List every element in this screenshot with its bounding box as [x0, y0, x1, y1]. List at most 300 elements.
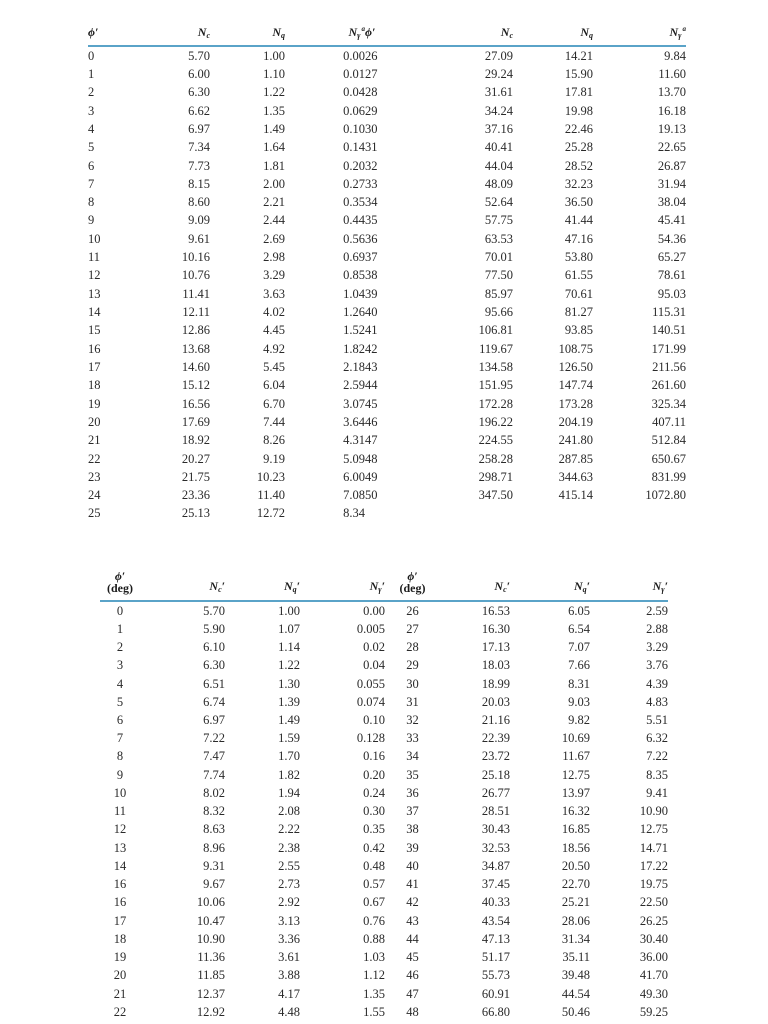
cell-nq: 3.88	[278, 968, 300, 983]
cell-phi: 19	[113, 950, 127, 965]
cell-phi: 35	[406, 767, 419, 782]
cell-nq: 1.82	[278, 767, 300, 782]
cell-phi: 38	[406, 822, 419, 837]
cell-ngamma: 211.56	[652, 359, 686, 374]
cell-phi: 30	[365, 121, 378, 136]
cell-nc: 70.01	[484, 250, 513, 265]
cell-phi: 0	[116, 603, 124, 618]
cell-nq	[513, 505, 593, 523]
cell-phi: 31	[406, 694, 419, 709]
cell-nc: 20.27	[181, 451, 210, 466]
cell-nc: 6.10	[203, 640, 225, 655]
cell-nc: 224.55	[478, 433, 513, 448]
table-row	[88, 505, 686, 523]
cell-phi: 5	[116, 694, 124, 709]
header-nq-2: $N_q$	[513, 10, 593, 46]
cell-nq: 1.64	[263, 140, 285, 155]
cell-nq: 3.63	[263, 286, 285, 301]
cell-nq: 2.44	[263, 213, 285, 228]
cell-ngamma: 59.25	[639, 1004, 668, 1019]
table-row	[88, 230, 686, 248]
table-row	[100, 894, 668, 912]
cell-nc: 30.43	[481, 822, 510, 837]
cell-nc: 6.97	[188, 121, 210, 136]
cell-nq: 25.21	[561, 895, 590, 910]
cell-ngamma: 0.01	[343, 66, 365, 81]
cell-nq: 36.50	[564, 195, 593, 210]
cell-nc	[415, 505, 513, 523]
cell-ngamma: 1.26	[343, 305, 365, 320]
cell-nq: 6.70	[263, 396, 285, 411]
cell-nq: 22.46	[564, 121, 593, 136]
cell-nc: 60.91	[481, 986, 510, 1001]
cell-phi: 29	[406, 658, 419, 673]
cell-nc: 11.36	[197, 950, 225, 965]
cell-nq: 11.67	[562, 749, 590, 764]
cell-phi: 5	[88, 140, 95, 155]
cell-phi: 2	[88, 85, 95, 100]
cell-nc: 172.28	[478, 396, 513, 411]
header-row	[88, 10, 686, 46]
cell-phi: 23	[88, 469, 101, 484]
cell-nc: 8.60	[188, 195, 210, 210]
cell-nc: 95.66	[484, 305, 513, 320]
cell-nq: 12.75	[561, 767, 590, 782]
cell-nq: 1.00	[263, 48, 285, 63]
cell-ngamma: 6.32	[646, 731, 668, 746]
cell-phi: 27	[365, 66, 378, 81]
cell-ngamma: 2.88	[646, 621, 668, 636]
cell-phi: 21	[88, 433, 101, 448]
cell-phi: 14	[88, 305, 101, 320]
cell-ngamma: 0.85	[343, 268, 365, 283]
cell-phi: 25	[88, 506, 101, 521]
cell-nq: 19.98	[564, 103, 593, 118]
cell-nc: 6.97	[203, 713, 225, 728]
cell-ngamma: 38.04	[657, 195, 686, 210]
cell-nc: 29.24	[484, 66, 513, 81]
cell-phi: 22	[88, 451, 101, 466]
cell-nc: 15.12	[181, 378, 210, 393]
cell-ngamma: 95.03	[657, 286, 686, 301]
table-row	[88, 303, 686, 321]
cell-ngamma: 0.67	[363, 895, 385, 910]
table-row	[100, 766, 668, 784]
cell-ngamma: 407.11	[652, 414, 686, 429]
cell-ngamma: 14.71	[639, 840, 668, 855]
cell-nc: 44.04	[484, 158, 513, 173]
cell-phi: 46	[406, 968, 419, 983]
cell-nc: 6.30	[188, 85, 210, 100]
table-row	[100, 657, 668, 675]
cell-nc: 8.02	[203, 785, 225, 800]
cell-ngamma	[593, 505, 686, 523]
cell-ngamma: 140.51	[651, 323, 686, 338]
table-row	[88, 340, 686, 358]
cell-nc: 10.06	[196, 895, 225, 910]
cell-phi: 33	[365, 176, 378, 191]
table-row	[100, 948, 668, 966]
cell-nc: 37.45	[481, 877, 510, 892]
cell-nq: 2.55	[278, 858, 300, 873]
cell-nc: 47.13	[481, 931, 510, 946]
cell-nq: 28.52	[564, 158, 593, 173]
cell-ngamma: 22.50	[639, 895, 668, 910]
cell-ngamma: 325.34	[651, 396, 686, 411]
cell-phi: 24	[88, 488, 101, 503]
header-nq: $N_q$	[210, 10, 285, 46]
cell-ngamma: 0.06	[343, 103, 365, 118]
cell-nq: 4.02	[263, 305, 285, 320]
cell-ngamma: 1.03	[363, 950, 385, 965]
table-row	[88, 358, 686, 376]
cell-ngamma: 5.51	[646, 713, 668, 728]
cell-nq: 8.31	[568, 676, 590, 691]
table-row	[100, 711, 668, 729]
cell-nq: 2.98	[263, 250, 285, 265]
cell-phi: 11	[113, 804, 127, 819]
cell-phi: 49	[365, 469, 378, 484]
cell-phi: 28	[365, 85, 378, 100]
cell-phi: 26	[365, 48, 378, 63]
table-row	[100, 930, 668, 948]
cell-ngamma: 26.25	[639, 913, 668, 928]
cell-phi: 39	[365, 286, 378, 301]
cell-nc: 16.53	[481, 603, 510, 618]
cell-nq: 1.81	[263, 158, 285, 173]
cell-phi: 42	[406, 895, 419, 910]
header-phi-deg-2: ϕ′ (deg)	[385, 560, 440, 601]
cell-phi: 4	[116, 676, 124, 691]
cell-nq: 7.66	[568, 658, 590, 673]
cell-ngamma: 8.34	[343, 506, 365, 521]
table-row	[100, 1003, 668, 1021]
cell-nq: 6.04	[263, 378, 285, 393]
table-row	[88, 432, 686, 450]
cell-ngamma: 0.56	[343, 231, 365, 246]
cell-ngamma: 0.88	[363, 931, 385, 946]
table-row	[88, 450, 686, 468]
cell-nq: 81.27	[564, 305, 593, 320]
cell-phi: 38	[365, 268, 378, 283]
cell-nq: 3.61	[278, 950, 300, 965]
cell-nq: 3.13	[278, 913, 300, 928]
table-row	[100, 784, 668, 802]
cell-nq: 1.22	[278, 658, 300, 673]
cell-nq: 6.54	[568, 621, 590, 636]
table-row	[88, 377, 686, 395]
cell-nq: 44.54	[561, 986, 590, 1001]
cell-ngamma: 3.07	[343, 396, 365, 411]
cell-nq: 39.48	[561, 968, 590, 983]
cell-nc: 32.53	[481, 840, 510, 855]
cell-phi: 29	[365, 103, 378, 118]
cell-nc: 52.64	[484, 195, 513, 210]
cell-phi: 37	[406, 804, 419, 819]
cell-ngamma: 3.76	[646, 658, 668, 673]
cell-nq: 25.28	[564, 140, 593, 155]
cell-phi: 41	[406, 877, 419, 892]
cell-nq: 16.85	[561, 822, 590, 837]
cell-nq: 1.70	[278, 749, 300, 764]
cell-phi	[365, 505, 415, 523]
cell-nc: 57.75	[484, 213, 513, 228]
cell-nc: 9.67	[203, 877, 225, 892]
cell-nq: 6.05	[568, 603, 590, 618]
cell-phi: 12	[113, 822, 127, 837]
cell-phi: 34	[406, 749, 419, 764]
cell-ngamma: 0.35	[343, 195, 365, 210]
cell-phi: 3	[88, 103, 95, 118]
cell-nq: 61.55	[564, 268, 593, 283]
table-row	[88, 468, 686, 486]
cell-ngamma: 36.00	[639, 950, 668, 965]
cell-nq: 1.14	[278, 640, 300, 655]
table-row	[100, 839, 668, 857]
cell-ngamma: 0.10	[343, 121, 365, 136]
cell-phi: 13	[113, 840, 127, 855]
header-nc-prime: $N_c'$	[140, 560, 225, 601]
cell-nc: 196.22	[478, 414, 513, 429]
cell-nc: 6.30	[203, 658, 225, 673]
cell-nq: 17.81	[564, 85, 593, 100]
cell-ngamma: 0.57	[363, 877, 385, 892]
cell-nc: 12.37	[196, 986, 225, 1001]
cell-nq: 70.61	[564, 286, 593, 301]
cell-ngamma: 0.00	[363, 603, 385, 618]
cell-ngamma: 1.52	[343, 323, 365, 338]
cell-phi: 22	[113, 1004, 127, 1019]
cell-phi: 3	[116, 658, 124, 673]
cell-nc: 119.67	[479, 341, 513, 356]
header-phi-deg: ϕ′ (deg)	[100, 560, 140, 601]
cell-nc: 40.41	[484, 140, 513, 155]
table-row	[100, 601, 668, 620]
cell-nc: 14.60	[181, 359, 210, 374]
cell-phi: 1	[116, 621, 124, 636]
table-row	[88, 65, 686, 83]
cell-phi: 32	[406, 713, 419, 728]
cell-phi: 1	[88, 66, 95, 81]
cell-nc: 26.77	[481, 785, 510, 800]
cell-nc: 40.33	[481, 895, 510, 910]
cell-nc: 28.51	[481, 804, 510, 819]
header-nc-2: $N_c$	[415, 10, 513, 46]
cell-nc: 51.17	[481, 950, 510, 965]
cell-ngamma: 4.83	[646, 694, 668, 709]
cell-ngamma: 650.67	[651, 451, 686, 466]
table-row	[88, 413, 686, 431]
cell-nc: 258.28	[478, 451, 513, 466]
cell-phi: 36	[406, 785, 419, 800]
cell-ngamma: 0.20	[363, 767, 385, 782]
cell-phi: 27	[406, 621, 419, 636]
table-row	[88, 175, 686, 193]
cell-nc: 10.90	[196, 931, 225, 946]
cell-phi: 9	[88, 213, 95, 228]
cell-phi: 32	[365, 158, 378, 173]
cell-nc: 6.00	[188, 66, 210, 81]
cell-phi: 20	[113, 968, 127, 983]
cell-nq: 9.03	[568, 694, 590, 709]
table-row	[88, 285, 686, 303]
cell-ngamma: 54.36	[657, 231, 686, 246]
cell-ngamma: 10.90	[639, 804, 668, 819]
cell-phi: 39	[406, 840, 419, 855]
table-row	[88, 157, 686, 175]
cell-phi: 46	[365, 414, 378, 429]
cell-nq: 2.92	[278, 895, 300, 910]
cell-nq: 9.82	[568, 713, 590, 728]
cell-nq: 10.23	[256, 469, 285, 484]
cell-phi: 8	[88, 195, 95, 210]
table-row	[88, 212, 686, 230]
cell-nc: 298.71	[478, 469, 513, 484]
cell-ngamma: 9.41	[646, 785, 668, 800]
cell-nq: 2.22	[278, 822, 300, 837]
cell-nq: 22.70	[561, 877, 590, 892]
cell-phi: 6	[116, 713, 124, 728]
cell-nc: 6.62	[188, 103, 210, 118]
cell-nc: 8.96	[203, 840, 225, 855]
cell-nq: 20.50	[561, 858, 590, 873]
cell-nq: 4.45	[263, 323, 285, 338]
cell-phi: 45	[365, 396, 378, 411]
table-row	[88, 267, 686, 285]
cell-nq: 4.92	[263, 341, 285, 356]
cell-nq: 415.14	[558, 488, 593, 503]
table-row	[88, 102, 686, 120]
cell-ngamma: 261.60	[651, 378, 686, 393]
cell-ngamma: 0.76	[363, 913, 385, 928]
header-nq-prime: $N_q'$	[225, 560, 300, 601]
cell-nq: 1.49	[263, 121, 285, 136]
table-row	[100, 821, 668, 839]
cell-nq: 31.34	[561, 931, 590, 946]
cell-ngamma: 7.08	[343, 488, 365, 503]
cell-ngamma: 3.29	[646, 640, 668, 655]
cell-ngamma: 831.99	[651, 469, 686, 484]
table-row	[88, 46, 686, 65]
cell-phi: 26	[406, 603, 419, 618]
header-nc: $N_c$	[140, 10, 210, 46]
cell-ngamma: 3.64	[343, 414, 365, 429]
table-row	[100, 693, 668, 711]
cell-nq: 1.07	[278, 621, 300, 636]
cell-phi: 42	[365, 341, 378, 356]
cell-nq: 1.39	[278, 694, 300, 709]
cell-ngamma: 1.04	[343, 286, 365, 301]
cell-ngamma: 0.10	[363, 713, 385, 728]
cell-nc: 43.54	[481, 913, 510, 928]
cell-phi: 47	[365, 433, 378, 448]
cell-phi: 10	[113, 785, 127, 800]
cell-nc: 31.61	[484, 85, 513, 100]
table-row	[100, 675, 668, 693]
table-row	[100, 730, 668, 748]
table-row	[100, 876, 668, 894]
cell-ngamma: 0.42	[363, 840, 385, 855]
header-row	[100, 560, 668, 601]
table-row	[100, 638, 668, 656]
cell-nq: 16.32	[561, 804, 590, 819]
cell-nq: 4.48	[278, 1004, 300, 1019]
cell-nc: 11.85	[197, 968, 225, 983]
header-ngamma-prime-2: $N_\gamma'$	[590, 560, 668, 601]
cell-nc: 9.61	[188, 231, 210, 246]
cell-nq: 14.21	[564, 48, 593, 63]
cell-nq: 9.19	[263, 451, 285, 466]
cell-nq: 1.00	[278, 603, 300, 618]
cell-nc: 16.56	[181, 396, 210, 411]
cell-nq: 47.16	[564, 231, 593, 246]
cell-ngamma: 0.48	[363, 858, 385, 873]
cell-nc: 10.76	[181, 268, 210, 283]
cell-ngamma: 2.59	[646, 603, 668, 618]
header-phi: ϕ′	[88, 10, 140, 46]
table-row	[100, 985, 668, 1003]
table-row	[88, 84, 686, 102]
cell-phi: 17	[88, 359, 101, 374]
cell-phi: 30	[406, 676, 419, 691]
cell-nq: 10.69	[561, 731, 590, 746]
cell-phi: 36	[365, 231, 378, 246]
cell-ngamma: 1.82	[343, 341, 365, 356]
cell-phi: 10	[88, 231, 101, 246]
cell-phi: 44	[365, 378, 378, 393]
cell-phi: 44	[406, 931, 419, 946]
cell-nc: 5.70	[188, 48, 210, 63]
cell-phi: 41	[365, 323, 378, 338]
cell-nq: 5.45	[263, 359, 285, 374]
cell-ngamma: 11.60	[658, 66, 686, 81]
cell-nq: 1.10	[263, 66, 285, 81]
cell-ngamma: 0.16	[363, 749, 385, 764]
cell-nq: 1.35	[263, 103, 285, 118]
cell-phi: 6	[88, 158, 95, 173]
cell-nq: 18.56	[561, 840, 590, 855]
cell-phi: 48	[406, 1004, 419, 1019]
cell-nc: 37.16	[484, 121, 513, 136]
cell-phi: 13	[88, 286, 101, 301]
cell-phi: 40	[406, 858, 419, 873]
cell-phi: 18	[113, 931, 127, 946]
cell-ngamma: 0.128	[356, 731, 385, 746]
cell-phi: 7	[116, 731, 124, 746]
cell-nq: 173.28	[558, 396, 593, 411]
cell-ngamma: 0.14	[343, 140, 365, 155]
cell-phi: 50	[365, 488, 378, 503]
cell-phi: 0	[88, 48, 95, 63]
cell-nc: 106.81	[478, 323, 513, 338]
bearing-capacity-factors-table-1	[88, 10, 686, 523]
cell-phi: 34	[365, 195, 378, 210]
cell-ngamma: 8.35	[646, 767, 668, 782]
cell-nq: 1.49	[278, 713, 300, 728]
cell-nq: 12.72	[256, 506, 285, 521]
cell-phi: 35	[365, 213, 378, 228]
cell-nc: 23.36	[181, 488, 210, 503]
cell-phi: 45	[406, 950, 419, 965]
cell-ngamma: 2.18	[343, 359, 365, 374]
cell-nq: 2.21	[263, 195, 285, 210]
cell-phi: 18	[88, 378, 101, 393]
cell-ngamma: 41.70	[639, 968, 668, 983]
cell-nq: 53.80	[564, 250, 593, 265]
cell-ngamma: 7.22	[646, 749, 668, 764]
cell-phi: 12	[88, 268, 101, 283]
cell-nc: 16.30	[481, 621, 510, 636]
